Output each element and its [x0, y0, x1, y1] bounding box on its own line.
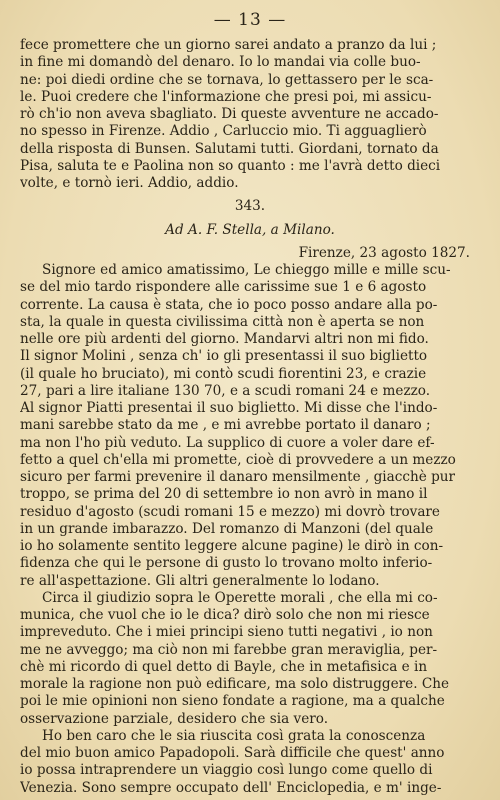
text-line: chè mi ricordo di quel detto di Bayle, che in metafisica e in [20, 658, 428, 675]
letter-date: Firenze, 23 agosto 1827. [298, 244, 470, 261]
text-line: osservazione parziale, desidero che sia vero. [20, 710, 329, 727]
paragraph-continued [20, 37, 480, 192]
text-line: ne: poi diedi ordine che se tornava, lo gettassero per le sca- [20, 71, 434, 88]
paragraph [20, 262, 480, 590]
text-line: mani sarebbe stato da me , e mi avrebbe portato il danaro ; [20, 417, 431, 434]
text-line: io ho solamente sentito leggere alcune pagine) le dirò in con- [20, 538, 444, 554]
text-line: ma non l'ho più veduto. La supplico di cuore a voler dare ef- [20, 434, 435, 451]
page-body [20, 37, 480, 797]
text-line: 27, pari a lire italiane 130 70, e a scudi romani 24 e mezzo. [20, 382, 431, 399]
text-line: Al signor Piatti presentai il suo biglietto. Mi disse che l'indo- [20, 400, 438, 416]
text-line: me ne avveggo; ma ciò non mi farebbe gran meraviglia, per- [20, 641, 438, 658]
text-line: no spesso in Firenze. Addio , Carluccio mio. Ti agguaglierò [20, 123, 427, 140]
text-line: munica, che vuol che io le dica? dirò solo che non mi riesce [20, 607, 430, 623]
text-line: fetto a quel ch'ella mi promette, cioè di provvedere a un mezzo [20, 451, 456, 468]
page-number: — 13 — [213, 10, 287, 30]
text-line: Venezia. Sono sempre occupato dell' Enciclopedia, e m' inge- [20, 779, 442, 796]
text-line: se del mio tardo rispondere alle carissime sue 1 e 6 agosto [20, 279, 427, 296]
text-line: Ho ben caro che le sia riuscita così grata la conoscenza [42, 727, 426, 744]
paragraph [20, 728, 480, 797]
text-line: Circa il giudizio sopra le Operette morali , che ella mi co- [42, 589, 438, 606]
text-line: troppo, se prima del 20 di settembre io non avrò in mano il [20, 486, 428, 503]
text-line: poi le mie opinioni non sieno fondate a ragione, ma a qualche [20, 693, 445, 710]
text-line: (il quale ho bruciato), mi contò scudi fiorentini 23, e crazie [20, 365, 427, 382]
text-line: morale la ragione non può edificare, ma solo distruggere. Che [20, 676, 450, 692]
text-line: nelle ore più ardenti del giorno. Mandarvi altri non mi fido. [20, 331, 429, 347]
text-line: Signore ed amico amatissimo, Le chieggo mille e mille scu- [42, 262, 451, 278]
text-line: impreveduto. Che i miei principi sieno tutti negativi , io non [20, 624, 433, 641]
text-line: sicuro per farmi prevenire il danaro mensilmente , giacchè pur [20, 469, 456, 485]
text-line: volte, e tornò ieri. Addio, addio. [20, 175, 239, 191]
text-line: corrente. La causa è stata, che io poco posso andare alla po- [20, 296, 438, 313]
text-line: re all'aspettazione. Gli altri generalmente lo lodano. [20, 572, 380, 589]
text-line: in un grande imbarazzo. Del romanzo di Manzoni (del quale [20, 520, 434, 537]
text-line: rò ch'io non aveva sbagliato. Di queste avventure ne accado- [20, 106, 439, 122]
paragraph [20, 590, 480, 728]
text-line: fece promettere che un giorno sarei andato a pranzo da lui ; [20, 37, 437, 53]
letter-number: 343. [234, 198, 266, 215]
text-line: fidenza che qui le persone di gusto lo trovano molto inferio- [20, 555, 433, 572]
text-line: del mio buon amico Papadopoli. Sarà difficile che quest' anno [20, 745, 445, 761]
text-line: Il signor Molini , senza ch' io gli presentassi il suo biglietto [20, 348, 428, 365]
letter-heading: Ad A. F. Stella, a Milano. [165, 221, 335, 238]
text-line: sta, la quale in questa civilissima città non è aperta se non [20, 313, 425, 330]
text-line: le. Puoi credere che l'informazione che presi poi, mi assicu- [20, 88, 432, 105]
text-line: residuo d'agosto (scudi romani 15 e mezzo) mi dovrò trovare [20, 503, 440, 520]
text-line: io possa intraprendere un viaggio così lungo come quello di [20, 762, 433, 779]
text-line: in fine mi domandò del denaro. Io lo mandai via colle buo- [20, 54, 421, 71]
text-line: della risposta di Bunsen. Salutami tutti. Giordani, tornato da [20, 140, 439, 157]
text-line: Pisa, saluta te e Paolina non so quanto : me l'avrà detto dieci [20, 157, 441, 174]
